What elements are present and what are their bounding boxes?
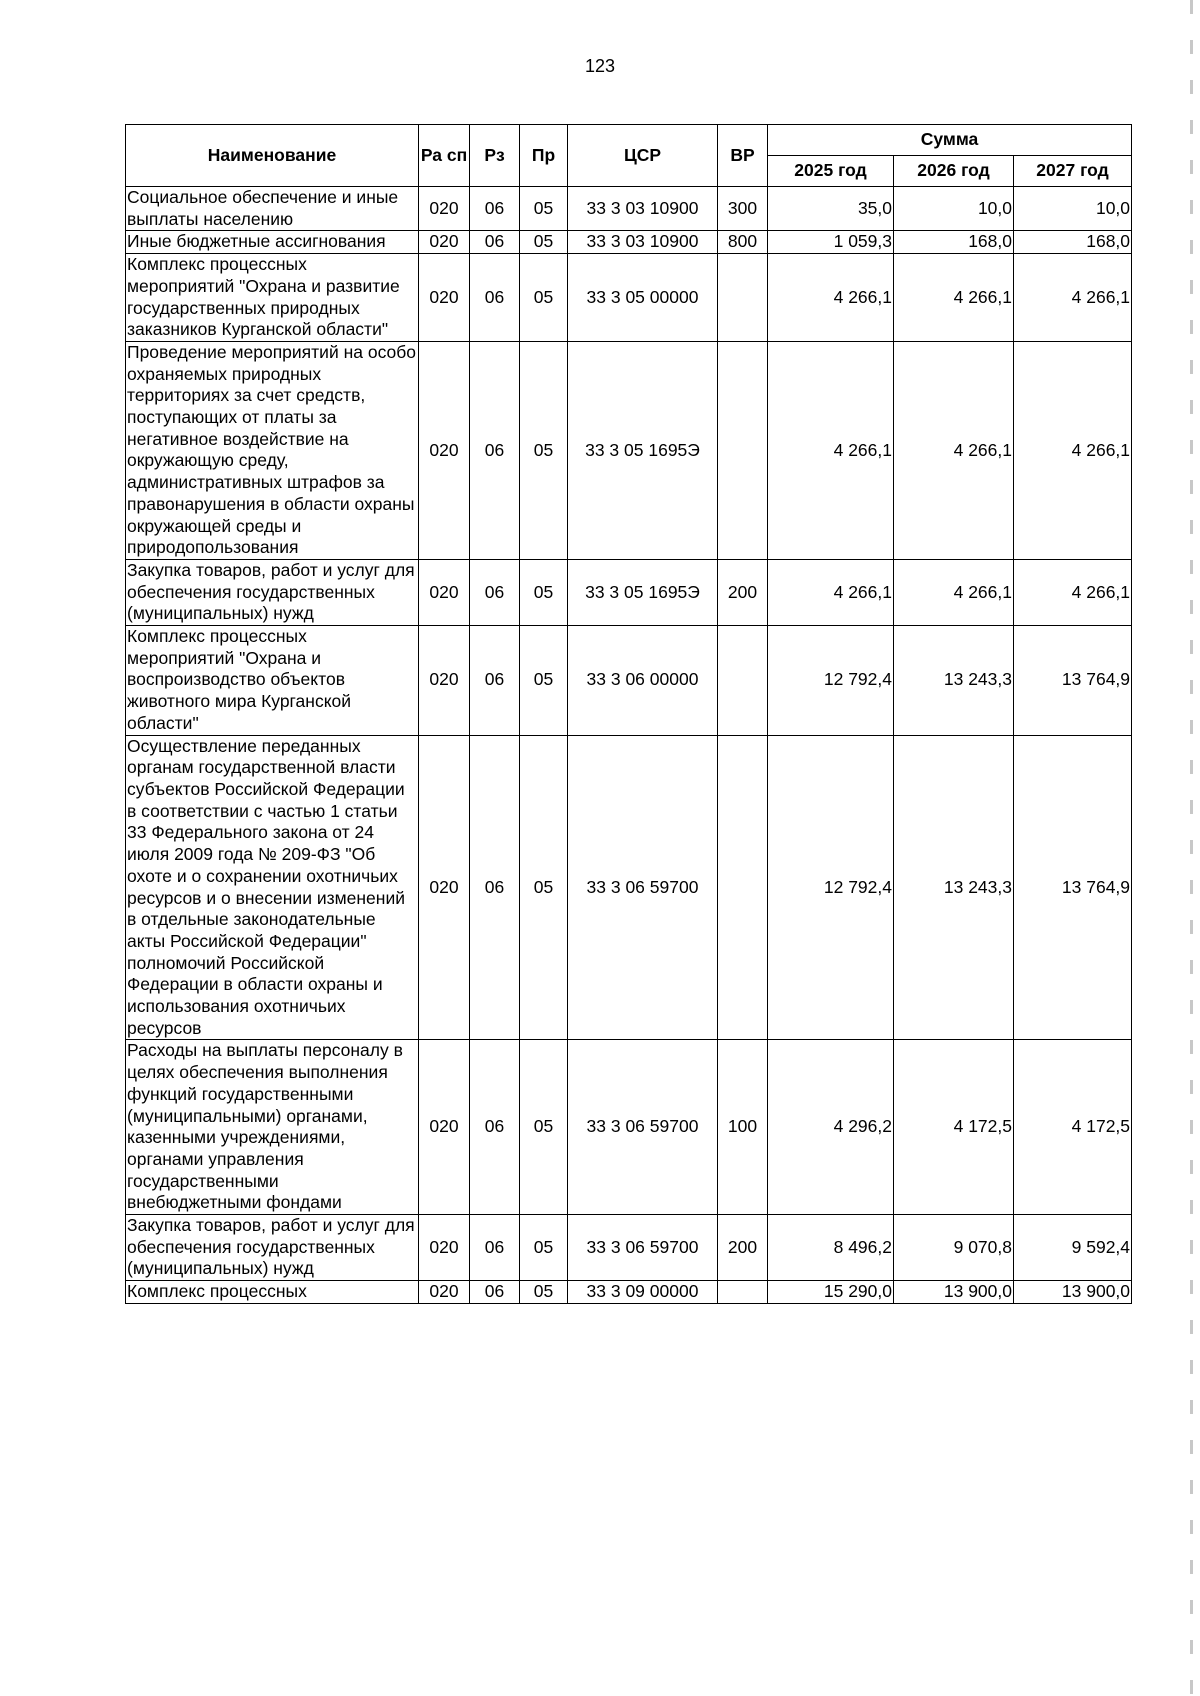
row-sum-2025: 4 266,1: [768, 341, 894, 559]
header-year-2026: 2026 год: [894, 156, 1014, 187]
header-csr: ЦСР: [568, 125, 718, 187]
row-csr: 33 3 05 1695Э: [568, 559, 718, 625]
row-name: Осуществление переданных органам государственной власти субъектов Российской Федерации в соответствии с частью 1 статьи 33 Федерального закона от 24 июля 2009 года № 209-ФЗ "Об охоте и о сохранении охотничьих ресурсов и о внесении изменений в отдельные законодательные акты Российской Федерации" полномочий Российской Федерации в области охраны и использования охотничьих ресурсов: [126, 735, 419, 1040]
table-header: [126, 125, 1132, 187]
row-sum-2026: 4 266,1: [894, 254, 1014, 342]
row-csr: 33 3 06 59700: [568, 735, 718, 1040]
row-sum-2025: 15 290,0: [768, 1281, 894, 1304]
row-csr: 33 3 06 59700: [568, 1040, 718, 1215]
row-rasp: 020: [419, 1281, 470, 1304]
row-csr: 33 3 05 1695Э: [568, 341, 718, 559]
row-sum-2026: 168,0: [894, 231, 1014, 254]
table-row: [126, 341, 1132, 559]
row-rz: 06: [470, 1040, 520, 1215]
row-sum-2025: 35,0: [768, 187, 894, 231]
row-rasp: 020: [419, 559, 470, 625]
row-sum-2025: 12 792,4: [768, 735, 894, 1040]
table-row: [126, 735, 1132, 1040]
row-vr: [718, 1281, 768, 1304]
table-row: [126, 187, 1132, 231]
row-csr: 33 3 03 10900: [568, 187, 718, 231]
row-pr: 05: [520, 254, 568, 342]
row-rz: 06: [470, 341, 520, 559]
table-row: [126, 559, 1132, 625]
row-vr: 800: [718, 231, 768, 254]
row-sum-2027: 13 764,9: [1014, 626, 1132, 736]
row-pr: 05: [520, 231, 568, 254]
header-sum: Сумма: [768, 125, 1132, 156]
header-year-2027: 2027 год: [1014, 156, 1132, 187]
row-vr: [718, 735, 768, 1040]
row-rasp: 020: [419, 254, 470, 342]
row-sum-2025: 12 792,4: [768, 626, 894, 736]
row-rasp: 020: [419, 231, 470, 254]
row-rz: 06: [470, 187, 520, 231]
row-sum-2027: 10,0: [1014, 187, 1132, 231]
row-csr: 33 3 06 59700: [568, 1215, 718, 1281]
row-pr: 05: [520, 735, 568, 1040]
header-pr: Пр: [520, 125, 568, 187]
row-name: Иные бюджетные ассигнования: [126, 231, 419, 254]
header-rz: Рз: [470, 125, 520, 187]
row-sum-2027: 4 266,1: [1014, 254, 1132, 342]
table-row: [126, 1040, 1132, 1215]
row-rasp: 020: [419, 1040, 470, 1215]
header-rasp: Ра сп: [419, 125, 470, 187]
budget-table: [125, 124, 1132, 1304]
row-name: Комплекс процессных: [126, 1281, 419, 1304]
row-rz: 06: [470, 1281, 520, 1304]
table-row: [126, 254, 1132, 342]
row-sum-2027: 4 266,1: [1014, 559, 1132, 625]
row-name: Социальное обеспечение и иные выплаты населению: [126, 187, 419, 231]
table-body: [126, 187, 1132, 1304]
table-row: [126, 1215, 1132, 1281]
row-pr: 05: [520, 559, 568, 625]
row-rz: 06: [470, 1215, 520, 1281]
row-sum-2026: 13 243,3: [894, 626, 1014, 736]
row-sum-2025: 4 296,2: [768, 1040, 894, 1215]
row-rz: 06: [470, 231, 520, 254]
row-pr: 05: [520, 187, 568, 231]
row-csr: 33 3 06 00000: [568, 626, 718, 736]
row-pr: 05: [520, 626, 568, 736]
row-rz: 06: [470, 254, 520, 342]
row-pr: 05: [520, 341, 568, 559]
row-vr: 200: [718, 1215, 768, 1281]
table-row: [126, 1281, 1132, 1304]
row-sum-2027: 4 172,5: [1014, 1040, 1132, 1215]
row-rasp: 020: [419, 735, 470, 1040]
row-sum-2027: 9 592,4: [1014, 1215, 1132, 1281]
row-sum-2026: 4 266,1: [894, 341, 1014, 559]
row-sum-2027: 168,0: [1014, 231, 1132, 254]
row-vr: [718, 626, 768, 736]
header-name: Наименование: [126, 125, 419, 187]
row-name: Расходы на выплаты персоналу в целях обеспечения выполнения функций государственными (муниципальными) органами, казенными учреждениями, органами управления государственными внебюджетными фондами: [126, 1040, 419, 1215]
row-sum-2026: 13 900,0: [894, 1281, 1014, 1304]
row-sum-2025: 4 266,1: [768, 559, 894, 625]
row-rz: 06: [470, 735, 520, 1040]
row-sum-2025: 8 496,2: [768, 1215, 894, 1281]
row-rasp: 020: [419, 626, 470, 736]
row-pr: 05: [520, 1281, 568, 1304]
row-name: Комплекс процессных мероприятий "Охрана и развитие государственных природных заказников Курганской области": [126, 254, 419, 342]
row-sum-2027: 13 900,0: [1014, 1281, 1132, 1304]
row-sum-2027: 4 266,1: [1014, 341, 1132, 559]
row-name: Комплекс процессных мероприятий "Охрана и воспроизводство объектов животного мира Курганской области": [126, 626, 419, 736]
row-sum-2026: 13 243,3: [894, 735, 1014, 1040]
row-rasp: 020: [419, 1215, 470, 1281]
row-rz: 06: [470, 559, 520, 625]
row-rz: 06: [470, 626, 520, 736]
row-sum-2025: 1 059,3: [768, 231, 894, 254]
row-sum-2027: 13 764,9: [1014, 735, 1132, 1040]
row-pr: 05: [520, 1040, 568, 1215]
row-vr: [718, 254, 768, 342]
table-row: [126, 626, 1132, 736]
row-csr: 33 3 03 10900: [568, 231, 718, 254]
row-vr: 300: [718, 187, 768, 231]
row-csr: 33 3 05 00000: [568, 254, 718, 342]
row-name: Проведение мероприятий на особо охраняемых природных территориях за счет средств, поступающих от платы за негативное воздействие на окружающую среду, административных штрафов за правонарушения в области охраны окружающей среды и природопользования: [126, 341, 419, 559]
row-sum-2026: 4 266,1: [894, 559, 1014, 625]
table-row: [126, 231, 1132, 254]
row-sum-2025: 4 266,1: [768, 254, 894, 342]
page-number: 123: [584, 56, 616, 76]
header-vr: ВР: [718, 125, 768, 187]
row-vr: [718, 341, 768, 559]
row-pr: 05: [520, 1215, 568, 1281]
row-rasp: 020: [419, 187, 470, 231]
row-csr: 33 3 09 00000: [568, 1281, 718, 1304]
row-vr: 100: [718, 1040, 768, 1215]
row-sum-2026: 10,0: [894, 187, 1014, 231]
row-vr: 200: [718, 559, 768, 625]
row-name: Закупка товаров, работ и услуг для обеспечения государственных (муниципальных) нужд: [126, 559, 419, 625]
row-sum-2026: 9 070,8: [894, 1215, 1014, 1281]
header-year-2025: 2025 год: [768, 156, 894, 187]
row-rasp: 020: [419, 341, 470, 559]
edge-margin-marks: [1190, 0, 1193, 1696]
row-name: Закупка товаров, работ и услуг для обеспечения государственных (муниципальных) нужд: [126, 1215, 419, 1281]
row-sum-2026: 4 172,5: [894, 1040, 1014, 1215]
